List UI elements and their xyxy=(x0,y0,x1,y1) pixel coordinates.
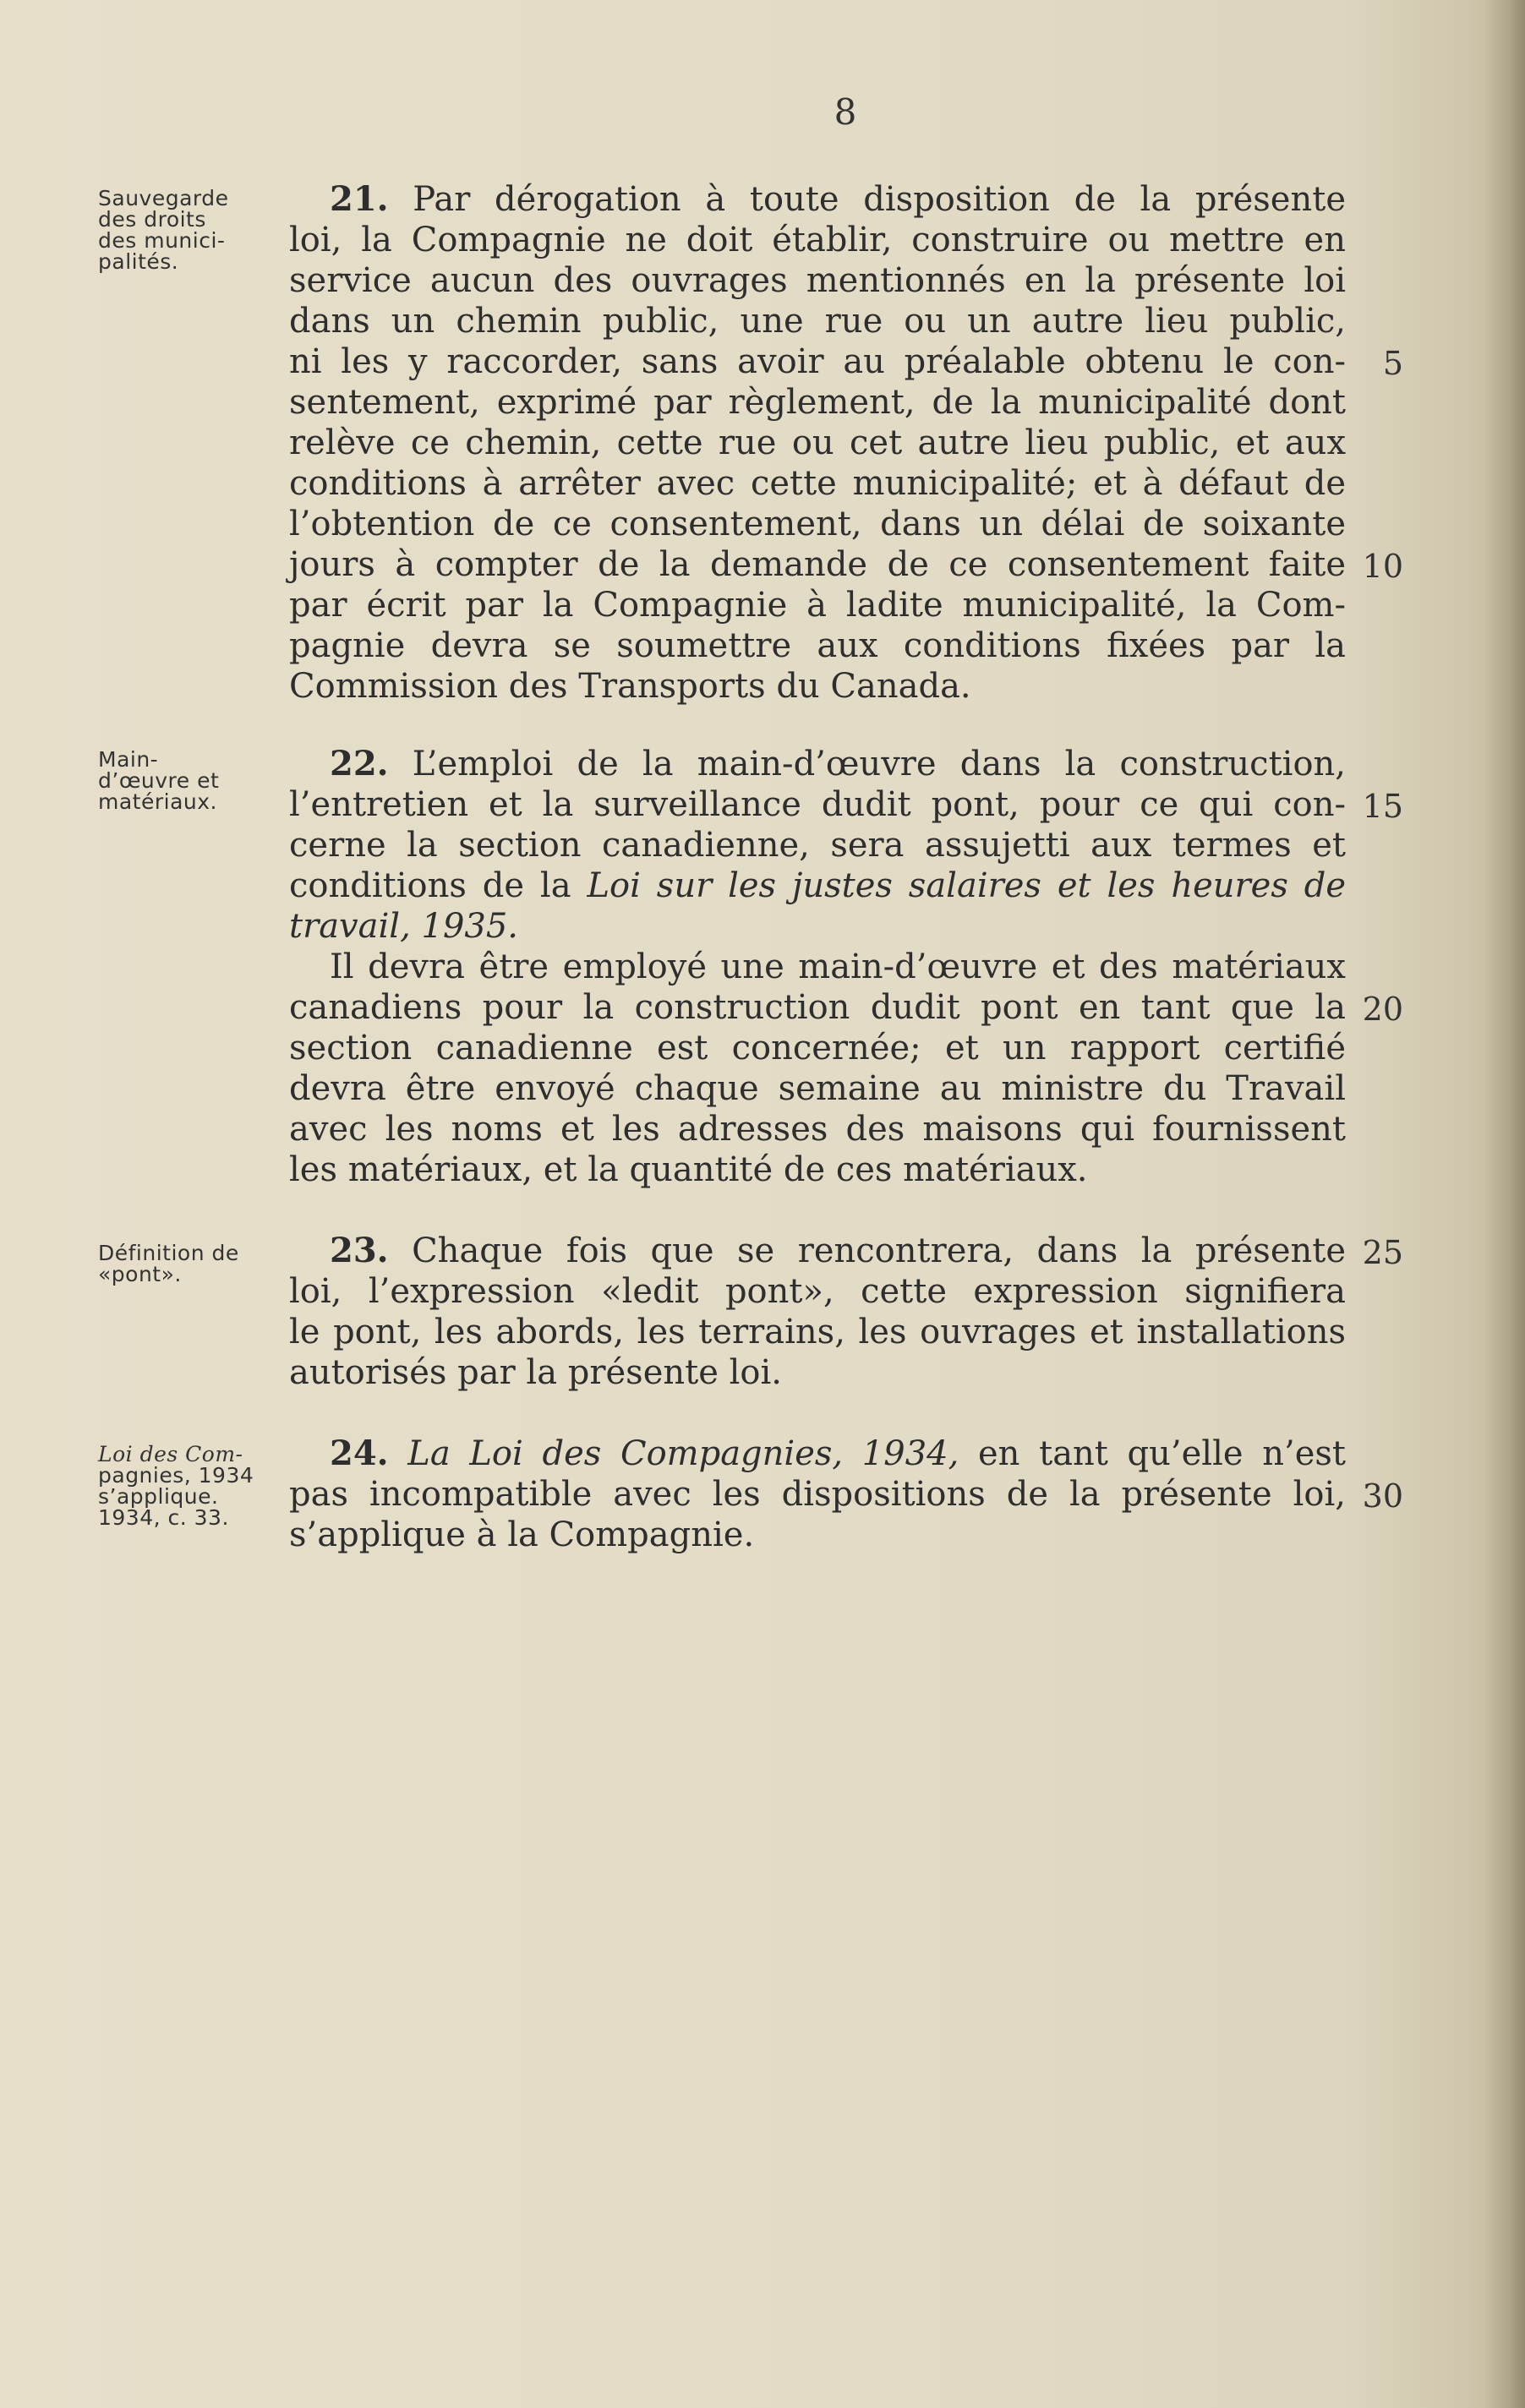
section-21-line: service aucun des ouvrages mentionnés en la présente loi xyxy=(289,261,1346,300)
section-21-line xyxy=(330,179,1346,220)
margin-note-line: «pont». xyxy=(98,1262,182,1286)
section-23-line xyxy=(330,1231,1346,1271)
section-22-line: les matériaux, et la quantité de ces matériaux. xyxy=(289,1150,1088,1189)
section-22-line: devra être envoyé chaque semaine au ministre du Travail xyxy=(289,1069,1346,1108)
margin-note-line: d’œuvre et xyxy=(98,768,220,793)
section-number: 22. xyxy=(330,744,389,784)
margin-note-line: Main- xyxy=(98,747,159,772)
page-gutter-shadow xyxy=(1484,0,1525,2408)
section-24-line: pas incompatible avec les dispositions de la présente loi, xyxy=(289,1475,1346,1514)
margin-note-sauvegarde xyxy=(98,188,229,272)
section-21-line: pagnie devra se soumettre aux conditions fixées par la xyxy=(289,626,1346,665)
section-21-line: par écrit par la Compagnie à ladite municipalité, la Com- xyxy=(289,586,1346,625)
section-23-line: autorisés par la présente loi. xyxy=(289,1353,782,1392)
section-23-line: loi, l’expression «ledit pont», cette expression signifiera xyxy=(289,1272,1346,1311)
section-24-line xyxy=(330,1433,1346,1474)
body-text: Par dérogation à toute disposition de la présente xyxy=(413,180,1346,219)
margin-note-line: palités. xyxy=(98,249,179,274)
section-22-line: Il devra être employé une main-d’œuvre et des matériaux xyxy=(330,947,1346,986)
margin-note-line: pagnies, 1934 xyxy=(98,1463,254,1488)
page-number: 8 xyxy=(834,91,857,133)
margin-note-loi-compagnies xyxy=(98,1444,254,1528)
section-22-line: avec les noms et les adresses des maisons qui fournissent xyxy=(289,1110,1346,1149)
body-text: en tant qu’elle n’est xyxy=(978,1434,1346,1473)
line-number: 15 xyxy=(1362,788,1403,825)
italic-act-title: La Loi des Compagnies, 1934, xyxy=(407,1434,959,1473)
section-21-line: ni les y raccorder, sans avoir au préalable obtenu le con- xyxy=(289,342,1346,381)
section-number: 21. xyxy=(330,179,389,219)
section-22-line xyxy=(289,865,1346,906)
section-21-line: dans un chemin public, une rue ou un autre lieu public, xyxy=(289,302,1346,341)
body-text: Chaque fois que se rencontrera, dans la présente xyxy=(412,1231,1346,1270)
margin-note-line: matériaux. xyxy=(98,789,217,814)
section-22-line: cerne la section canadienne, sera assujetti aux termes et xyxy=(289,826,1346,865)
section-22-line: l’entretien et la surveillance dudit pont, pour ce qui con- xyxy=(289,785,1346,824)
section-22-line: section canadienne est concernée; et un rapport certifié xyxy=(289,1029,1346,1067)
body-text: L’emploi de la main-d’œuvre dans la construction, xyxy=(412,745,1346,784)
section-number: 24. xyxy=(330,1433,389,1473)
section-22-line xyxy=(330,744,1346,784)
section-23-line: le pont, les abords, les terrains, les ouvrages et installations xyxy=(289,1313,1346,1351)
section-21-line: l’obtention de ce consentement, dans un délai de soixante xyxy=(289,505,1346,543)
section-21-line: jours à compter de la demande de ce consentement faite xyxy=(289,545,1346,584)
margin-note-line: des munici- xyxy=(98,228,226,253)
margin-note-definition xyxy=(98,1242,239,1285)
margin-note-line: s’applique. xyxy=(98,1484,219,1509)
margin-note-line: Sauvegarde xyxy=(98,186,229,210)
body-text: conditions de la xyxy=(289,866,571,905)
section-21-line: loi, la Compagnie ne doit établir, construire ou mettre en xyxy=(289,221,1346,259)
margin-note-line: Loi des Com- xyxy=(98,1442,243,1466)
line-number: 20 xyxy=(1362,991,1403,1028)
section-22-line: canadiens pour la construction dudit pont en tant que la xyxy=(289,988,1346,1027)
section-21-line: conditions à arrêter avec cette municipalité; et à défaut de xyxy=(289,464,1346,503)
line-number: 30 xyxy=(1362,1477,1403,1515)
line-number: 10 xyxy=(1362,548,1403,585)
section-24-line: s’applique à la Compagnie. xyxy=(289,1515,755,1554)
section-22-line: travail, 1935. xyxy=(289,907,519,946)
line-number: 25 xyxy=(1362,1234,1403,1271)
section-21-line: relève ce chemin, cette rue ou cet autre lieu public, et aux xyxy=(289,423,1346,462)
margin-note-line: 1934, c. 33. xyxy=(98,1505,229,1530)
margin-note-line: des droits xyxy=(98,207,206,232)
section-21-line: Commission des Transports du Canada. xyxy=(289,667,971,706)
margin-note-main-oeuvre xyxy=(98,749,219,812)
italic-act-title: Loi sur les justes salaires et les heures de xyxy=(587,866,1347,905)
section-21-line: sentement, exprimé par règlement, de la municipalité dont xyxy=(289,383,1346,422)
margin-note-line: Définition de xyxy=(98,1241,239,1265)
section-number: 23. xyxy=(330,1231,389,1270)
line-number: 5 xyxy=(1382,345,1403,382)
